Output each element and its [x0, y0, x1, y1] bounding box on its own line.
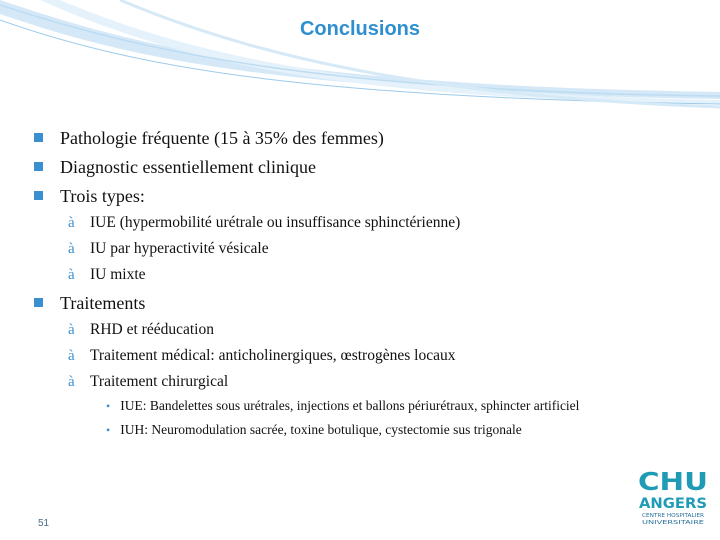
slide-title: Conclusions: [299, 18, 420, 40]
bullet-level1: [34, 293, 145, 314]
arrow-bullet-icon: à: [68, 241, 75, 257]
bullet-text: Trois types:: [60, 186, 145, 206]
logo-tagline-2: UNIVERSITAIRE: [642, 520, 704, 526]
bullet-text: Traitements: [60, 293, 146, 313]
chu-angers-logo: [636, 468, 710, 528]
bullet-text: Diagnostic essentiellement clinique: [60, 157, 316, 177]
square-bullet-icon: [34, 191, 43, 200]
bullet-text: Traitement médical: anticholinergiques, œstrogènes locaux: [90, 347, 456, 364]
bullet-level1: [34, 186, 145, 207]
bullet-level2: [68, 266, 146, 284]
arrow-bullet-icon: à: [68, 322, 75, 338]
square-bullet-icon: [34, 298, 43, 307]
bullet-level2: [68, 240, 269, 258]
arrow-bullet-icon: à: [68, 267, 75, 283]
dot-bullet-icon: •: [106, 423, 111, 437]
bullet-level1: [34, 128, 384, 149]
square-bullet-icon: [34, 133, 43, 142]
bullet-text: Traitement chirurgical: [90, 373, 229, 390]
bullet-level2: [68, 321, 214, 339]
bullet-text: Pathologie fréquente (15 à 35% des femmes): [60, 128, 384, 148]
bullet-level2: [68, 347, 455, 365]
bullet-text: RHD et rééducation: [90, 321, 214, 338]
page-number: 51: [38, 518, 50, 529]
arrow-bullet-icon: à: [68, 348, 75, 364]
bullet-level1: [34, 157, 316, 178]
bullet-level3: [106, 398, 579, 414]
bullet-level3: [106, 422, 522, 438]
bullet-level2: [68, 373, 228, 391]
square-bullet-icon: [34, 162, 43, 171]
bullet-text: IU par hyperactivité vésicale: [90, 240, 269, 257]
logo-name: ANGERS: [639, 496, 707, 512]
logo-tagline-1: CENTRE HOSPITALIER: [642, 513, 705, 519]
arrow-bullet-icon: à: [68, 374, 75, 390]
dot-bullet-icon: •: [106, 399, 111, 413]
bullet-text: IUE (hypermobilité urétrale ou insuffisance sphinctérienne): [90, 214, 461, 231]
bullet-text: IU mixte: [90, 266, 146, 283]
bullet-text: IUH: Neuromodulation sacrée, toxine botulique, cystectomie sus trigonale: [120, 422, 522, 437]
bullet-text: IUE: Bandelettes sous urétrales, injections et ballons périurétraux, sphincter artificiel: [120, 398, 580, 413]
arrow-bullet-icon: à: [68, 215, 75, 231]
bullet-level2: [68, 214, 460, 232]
logo-letters: CHU: [638, 468, 708, 496]
